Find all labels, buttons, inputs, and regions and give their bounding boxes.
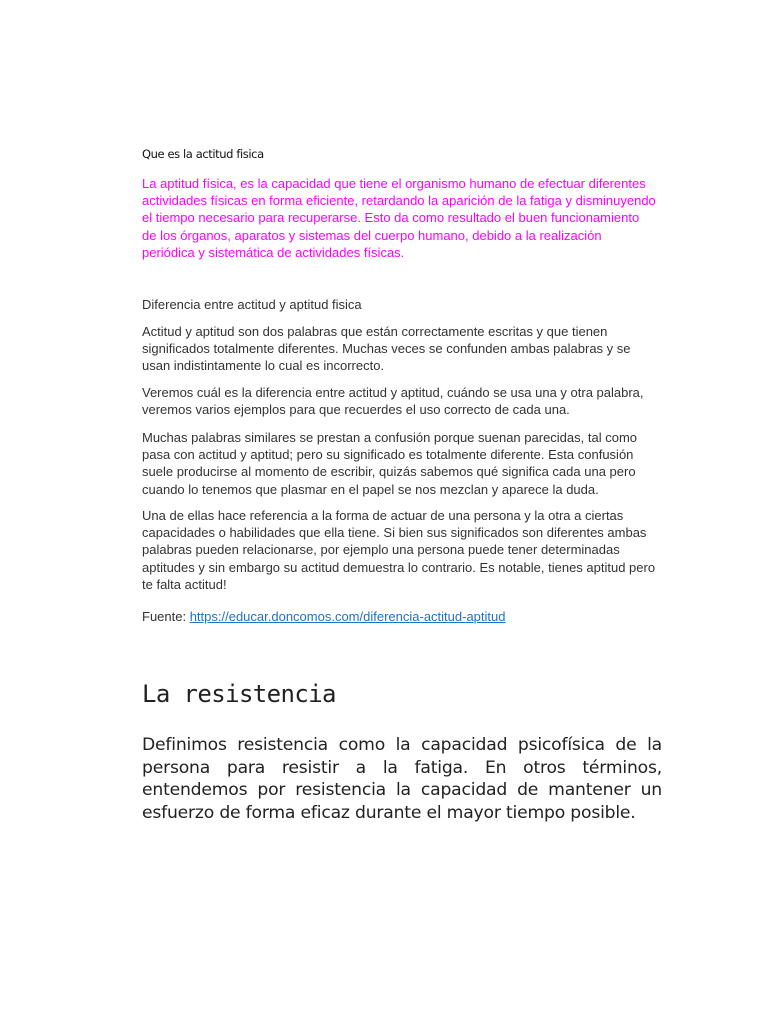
paragraph-3: Muchas palabras similares se prestan a confusión porque suenan parecidas, tal como pasa con actitud y aptitud; pero su significado es totalmente diferente. Esta confusión suele producirse al momento de escribir, quizás sabemos qué significa cada una pero cuando lo tenemos que plasmar en el papel se nos mezclan y aparece la duda.: [142, 430, 637, 497]
section-subheading-diferencia: Diferencia entre actitud y aptitud fisica: [142, 297, 362, 312]
paragraph-2: Veremos cuál es la diferencia entre actitud y aptitud, cuándo se usa una y otra palabra, veremos varios ejemplos para que recuerdes el uso correcto de cada una.: [142, 385, 644, 418]
section-heading-actitud-fisica: Que es la actitud fisica: [142, 147, 264, 161]
section-heading-resistencia: La resistencia: [142, 680, 336, 708]
source-label: Fuente:: [142, 609, 190, 624]
aptitud-fisica-definition: La aptitud física, es la capacidad que tiene el organismo humano de efectuar diferentes actividades físicas en forma eficiente, retardando la aparición de la fatiga y disminuyendo el tiempo necesario para recuperarse. Esto da como resultado el buen funcionamiento de los órganos, aparatos y sistemas del cuerpo humano, debido a la realización periódica y sistemática de actividades físicas.: [142, 176, 656, 260]
paragraph-4: Una de ellas hace referencia a la forma de actuar de una persona y la otra a ciertas capacidades o habilidades que ella tiene. Si bien sus significados son diferentes ambas palabras pueden relacionarse, por ejemplo una persona puede tener determinadas aptitudes y sin embargo su actitud demuestra lo contrario. Es notable, tienes aptitud pero te falta actitud!: [142, 508, 656, 592]
paragraph-1: Actitud y aptitud son dos palabras que están correctamente escritas y que tienen significados totalmente diferentes. Muchas veces se confunden ambas palabras y se usan indistintamente lo cual es incorrecto.: [142, 324, 631, 374]
resistencia-paragraph: Definimos resistencia como la capacidad psicofísica de la persona para resistir a la fatiga. En otros términos, entendemos por resistencia la capacidad de mantener un esfuerzo de forma eficaz durante el mayor tiempo posible.: [142, 735, 662, 823]
source-line: [142, 608, 657, 625]
source-link[interactable]: https://educar.doncomos.com/diferencia-actitud-aptitud: [189, 609, 506, 624]
